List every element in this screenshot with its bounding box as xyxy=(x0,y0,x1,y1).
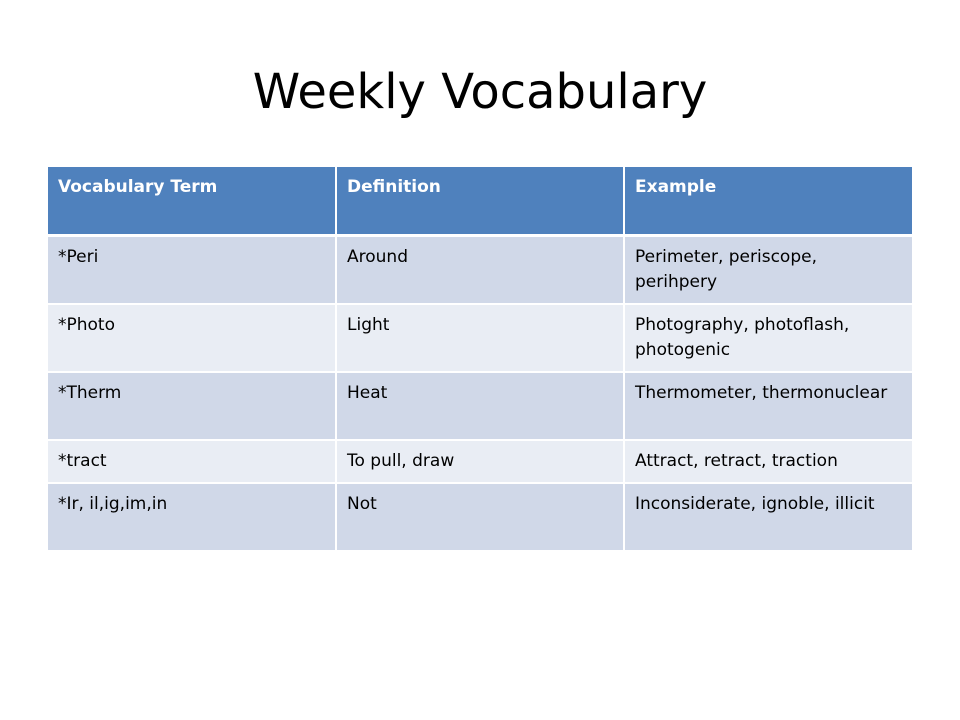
example-cell: Perimeter, periscope, perihpery xyxy=(624,235,912,304)
column-header-example: Example xyxy=(624,167,912,235)
definition-cell: Light xyxy=(336,304,624,372)
term-cell: *Ir, il,ig,im,in xyxy=(48,483,336,551)
slide-title: Weekly Vocabulary xyxy=(252,64,708,120)
table-row xyxy=(48,440,912,483)
table-row xyxy=(48,235,912,304)
example-cell: Attract, retract, traction xyxy=(624,440,912,483)
column-header-vocabulary-term: Vocabulary Term xyxy=(48,167,336,235)
definition-cell: Heat xyxy=(336,372,624,440)
table-row xyxy=(48,304,912,372)
term-cell: *Photo xyxy=(48,304,336,372)
term-cell: *Therm xyxy=(48,372,336,440)
vocabulary-table xyxy=(48,167,912,552)
column-header-definition: Definition xyxy=(336,167,624,235)
table-row xyxy=(48,483,912,551)
definition-cell: Around xyxy=(336,235,624,304)
definition-cell: To pull, draw xyxy=(336,440,624,483)
example-cell: Inconsiderate, ignoble, illicit xyxy=(624,483,912,551)
table-row xyxy=(48,372,912,440)
term-cell: *Peri xyxy=(48,235,336,304)
definition-cell: Not xyxy=(336,483,624,551)
table-header-row xyxy=(48,167,912,235)
term-cell: *tract xyxy=(48,440,336,483)
example-cell: Photography, photoflash, photogenic xyxy=(624,304,912,372)
example-cell: Thermometer, thermonuclear xyxy=(624,372,912,440)
